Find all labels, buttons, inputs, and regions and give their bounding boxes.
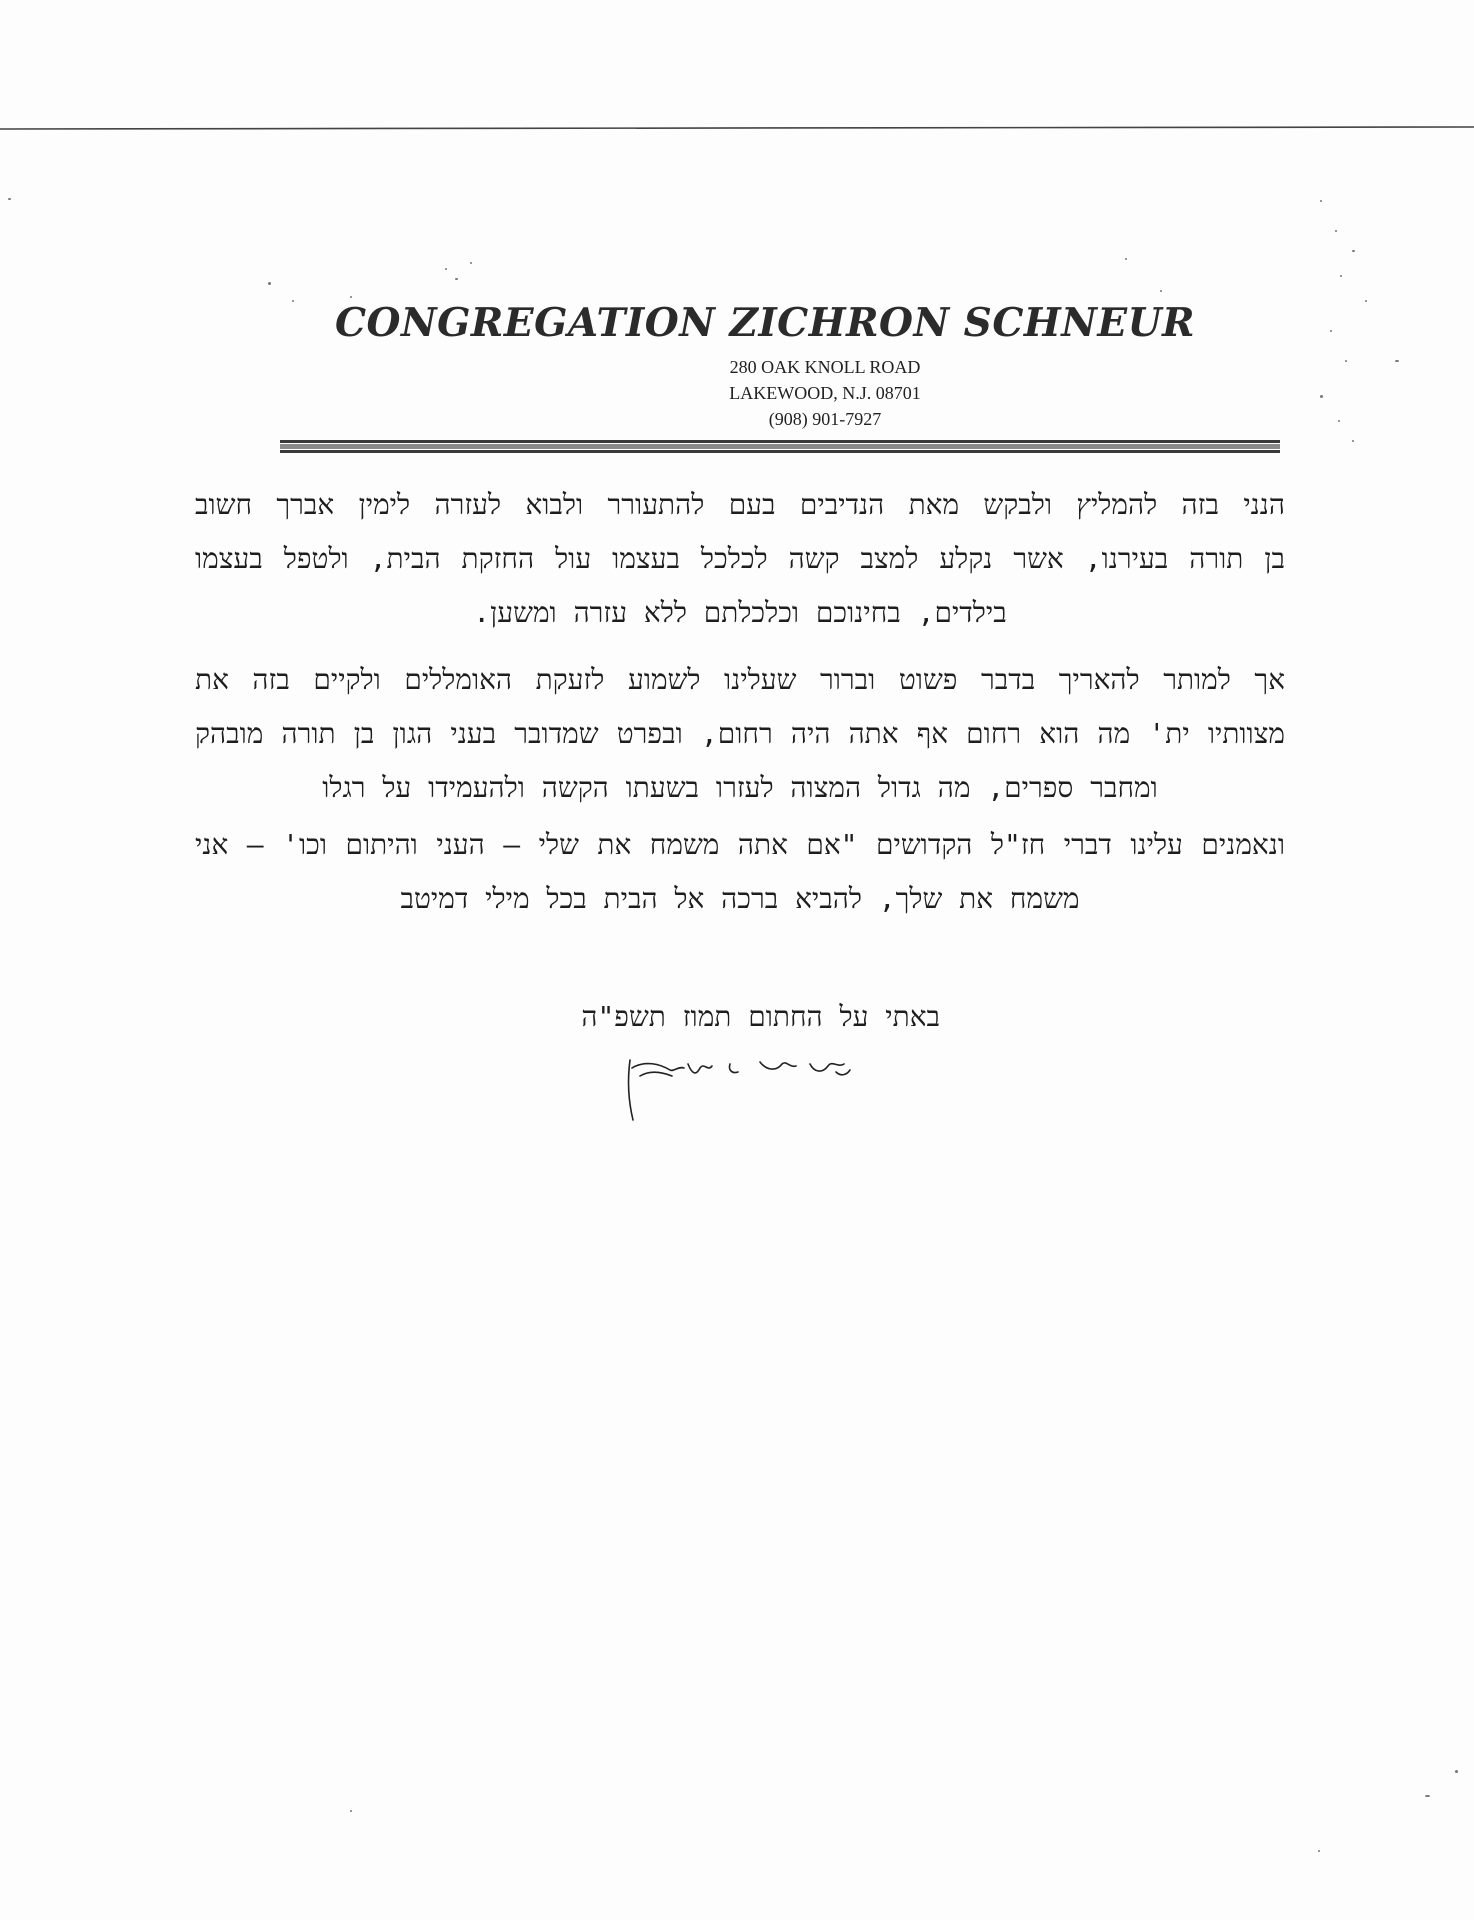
text-line: אך למותר להאריך בדבר פשוט וברור שעלינו לשמוע לזעקת האומללים ולקיים בזה את	[195, 663, 1285, 696]
text-line: משמח את שלך, להביא ברכה אל הבית בכל מילי דמיטב	[400, 882, 1080, 915]
closing-line: באתי על החתום תמוז תשפ"ה	[581, 1000, 940, 1033]
phone-number: (908) 901-7927	[768, 409, 882, 429]
text-line: ומחבר ספרים, מה גדול המצוה לעזרו בשעתו הקשה ולהעמידו על רגלו	[322, 771, 1158, 804]
handwritten-signature	[600, 1050, 860, 1125]
text-line: מצוותיו ית' מה הוא רחום אף אתה היה רחום, ובפרט שמדובר בעני הגון בן תורה מובהק	[195, 717, 1285, 750]
text-line: הנני בזה להמליץ ולבקש מאת הנדיבים בעם להתעורר ולבוא לעזרה לימין אברך חשוב	[195, 488, 1285, 521]
letterhead	[270, 300, 1280, 432]
paragraph-1	[195, 478, 1285, 640]
address-street: 280 OAK KNOLL ROAD	[729, 357, 921, 377]
organization-address	[370, 354, 1280, 432]
text-line: בן תורה בעירנו, אשר נקלע למצב קשה לכלכל בעצמו עול החזקת הבית, ולטפל בעצמו	[195, 542, 1285, 575]
text-line: ונאמנים עלינו דברי חז"ל הקדושים "אם אתה משמח את שלי – העני והיתום וכו' – אני	[195, 828, 1285, 861]
paragraph-2	[195, 653, 1285, 815]
scan-edge-line	[0, 126, 1474, 130]
address-city: LAKEWOOD, N.J. 08701	[729, 383, 921, 403]
letterhead-divider	[280, 440, 1280, 454]
text-line: בילדים, בחינוכם וכלכלתם ללא עזרה ומשען.	[473, 596, 1007, 629]
paragraph-3	[195, 818, 1285, 926]
organization-name: CONGREGATION ZICHRON SCHNEUR	[334, 300, 1196, 346]
